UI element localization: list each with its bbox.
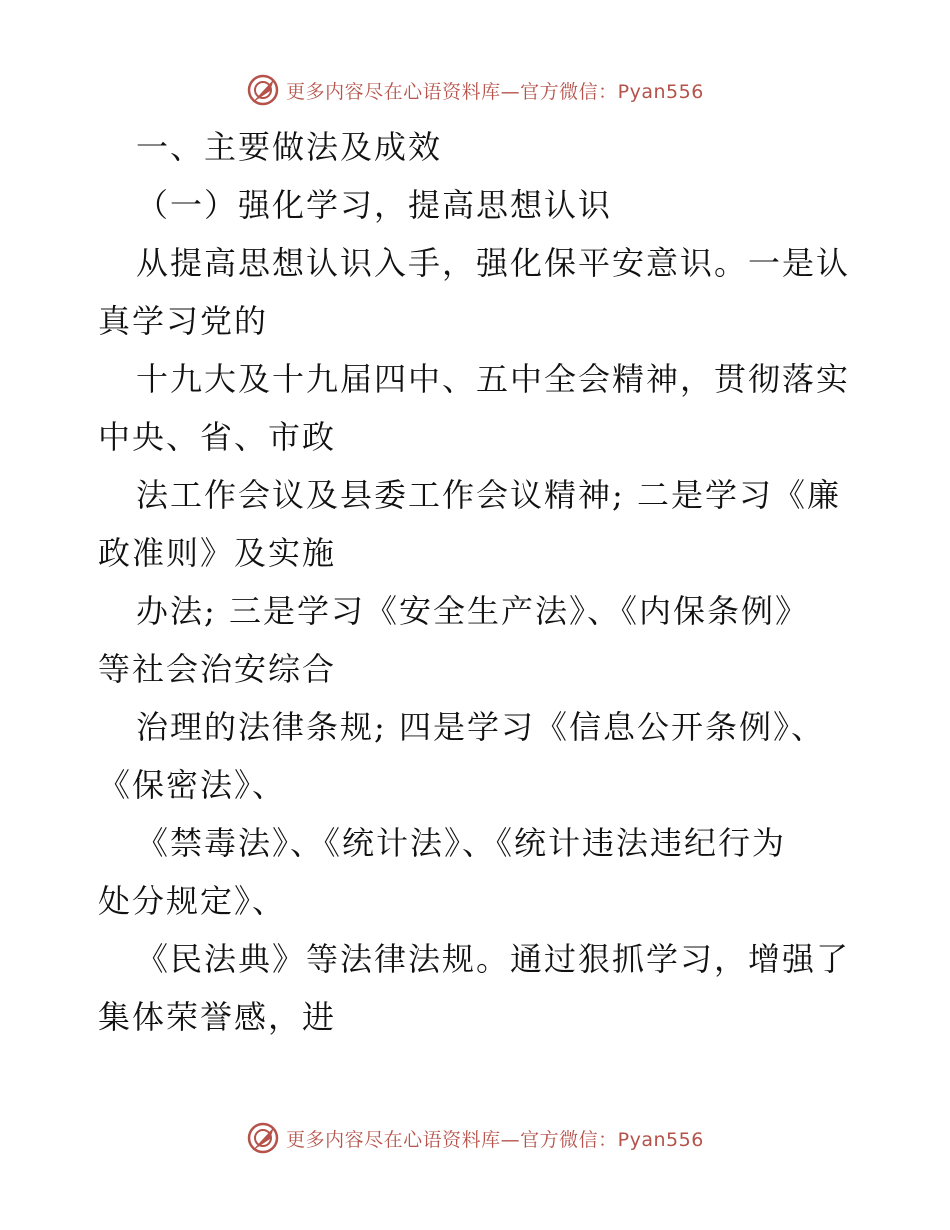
paragraph-line: 处分规定》、 [98, 882, 287, 920]
paragraph-line: 政准则》及实施 [98, 534, 337, 572]
section-heading: 一、主要做法及成效 [136, 128, 443, 166]
footer-watermark [0, 1118, 950, 1158]
document-body [98, 118, 858, 1046]
paragraph-line: 办法; 三是学习《安全生产法》、《内保条例》 [136, 592, 809, 630]
paragraph-line: 等社会治安综合 [98, 650, 337, 688]
subsection-heading: （一）强化学习，提高思想认识 [136, 186, 613, 224]
paragraph-line: 真学习党的 [98, 302, 269, 340]
paragraph-line: 集体荣誉感，进 [98, 998, 337, 1036]
paragraph-line: 《民法典》等法律法规。通过狠抓学习，增强了 [136, 940, 851, 978]
feather-pen-icon [246, 1121, 280, 1155]
paragraph-line: 治理的法律条规; 四是学习《信息公开条例》、 [136, 708, 825, 746]
paragraph-line: 《保密法》、 [98, 766, 287, 804]
feather-pen-icon [246, 73, 280, 107]
paragraph-line: 中央、省、市政 [98, 418, 337, 456]
paragraph-line: 十九大及十九届四中、五中全会精神，贯彻落实 [136, 360, 851, 398]
paragraph-line: 《禁毒法》、《统计法》、《统计违法违纪行为 [136, 824, 787, 862]
watermark-text: 更多内容尽在心语资料库—官方微信：Pyan556 [286, 1128, 704, 1151]
paragraph-line: 从提高思想认识入手，强化保平安意识。一是认 [136, 244, 851, 282]
header-watermark [0, 70, 950, 110]
watermark-text: 更多内容尽在心语资料库—官方微信：Pyan556 [286, 80, 704, 103]
paragraph-line: 法工作会议及县委工作会议精神; 二是学习《廉 [136, 476, 841, 514]
